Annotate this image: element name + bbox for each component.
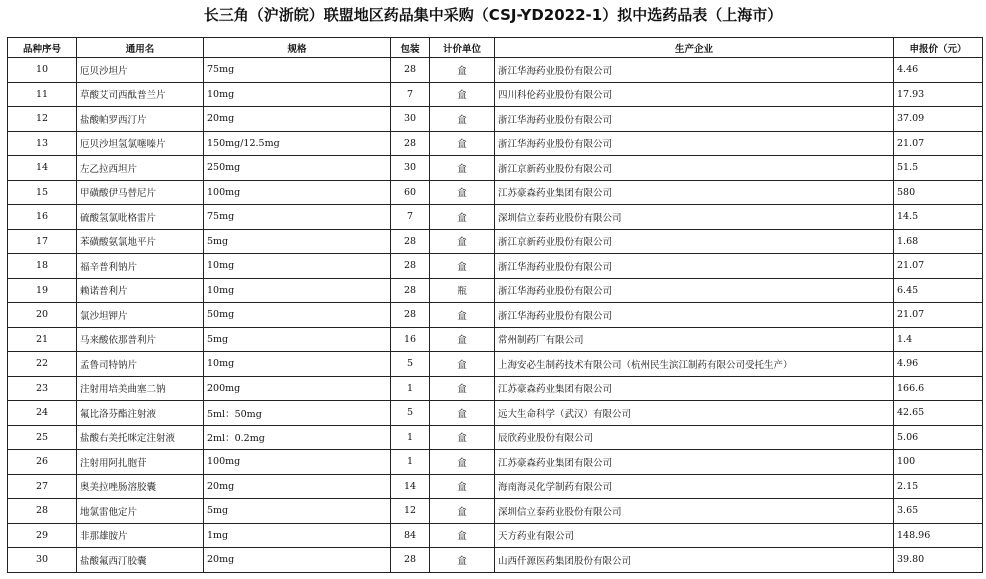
cell-name: 硫酸氢氯吡格雷片 [77, 205, 204, 230]
cell-pack: 30 [391, 156, 430, 181]
table-row [8, 229, 983, 254]
cell-name: 奥美拉唑肠溶胶囊 [77, 474, 204, 499]
cell-unit: 盒 [430, 376, 495, 401]
cell-no: 14 [8, 156, 77, 181]
cell-name: 甲磺酸伊马替尼片 [77, 180, 204, 205]
cell-name: 氯沙坦钾片 [77, 303, 204, 328]
cell-maker: 深圳信立泰药业股份有限公司 [495, 205, 894, 230]
cell-spec: 100mg [204, 450, 391, 475]
table-body [8, 58, 983, 573]
cell-price: 4.96 [894, 352, 983, 377]
cell-unit: 盒 [430, 205, 495, 230]
cell-name: 厄贝沙坦片 [77, 58, 204, 83]
cell-spec: 5mg [204, 499, 391, 524]
cell-unit: 盒 [430, 107, 495, 132]
cell-name: 赖诺普利片 [77, 278, 204, 303]
cell-pack: 7 [391, 82, 430, 107]
cell-price: 14.5 [894, 205, 983, 230]
cell-pack: 28 [391, 58, 430, 83]
cell-maker: 上海安必生制药技术有限公司（杭州民生滨江制药有限公司受托生产） [495, 352, 894, 377]
cell-pack: 5 [391, 352, 430, 377]
cell-pack: 28 [391, 131, 430, 156]
cell-no: 12 [8, 107, 77, 132]
cell-maker: 浙江华海药业股份有限公司 [495, 278, 894, 303]
cell-name: 盐酸右美托咪定注射液 [77, 425, 204, 450]
cell-unit: 盒 [430, 352, 495, 377]
cell-price: 5.06 [894, 425, 983, 450]
cell-name: 厄贝沙坦氢氯噻嗪片 [77, 131, 204, 156]
page-title: 长三角（沪浙皖）联盟地区药品集中采购（CSJ-YD2022-1）拟中选药品表（上海市） [203, 6, 783, 24]
cell-spec: 1mg [204, 523, 391, 548]
cell-no: 20 [8, 303, 77, 328]
cell-name: 氟比洛芬酯注射液 [77, 401, 204, 426]
cell-maker: 浙江华海药业股份有限公司 [495, 303, 894, 328]
cell-name: 注射用阿扎胞苷 [77, 450, 204, 475]
cell-maker: 辰欣药业股份有限公司 [495, 425, 894, 450]
cell-maker: 浙江京新药业股份有限公司 [495, 156, 894, 181]
cell-no: 29 [8, 523, 77, 548]
cell-pack: 28 [391, 278, 430, 303]
cell-price: 580 [894, 180, 983, 205]
header-pack: 包装 [391, 38, 430, 58]
table-row [8, 450, 983, 475]
cell-pack: 28 [391, 254, 430, 279]
cell-maker: 海南海灵化学制药有限公司 [495, 474, 894, 499]
cell-no: 25 [8, 425, 77, 450]
cell-spec: 10mg [204, 254, 391, 279]
cell-unit: 盒 [430, 450, 495, 475]
cell-no: 15 [8, 180, 77, 205]
cell-pack: 5 [391, 401, 430, 426]
cell-unit: 盒 [430, 401, 495, 426]
cell-spec: 2ml：0.2mg [204, 425, 391, 450]
cell-price: 2.15 [894, 474, 983, 499]
cell-no: 21 [8, 327, 77, 352]
cell-name: 地氯雷他定片 [77, 499, 204, 524]
cell-unit: 盒 [430, 180, 495, 205]
table-row [8, 474, 983, 499]
cell-name: 非那雄胺片 [77, 523, 204, 548]
cell-no: 17 [8, 229, 77, 254]
cell-unit: 盒 [430, 474, 495, 499]
cell-spec: 20mg [204, 107, 391, 132]
cell-no: 27 [8, 474, 77, 499]
cell-name: 马来酸依那普利片 [77, 327, 204, 352]
table-row [8, 254, 983, 279]
header-price: 申报价（元） [894, 38, 983, 58]
table-row [8, 327, 983, 352]
table-row [8, 205, 983, 230]
cell-spec: 150mg/12.5mg [204, 131, 391, 156]
cell-maker: 常州制药厂有限公司 [495, 327, 894, 352]
cell-maker: 浙江华海药业股份有限公司 [495, 254, 894, 279]
cell-price: 6.45 [894, 278, 983, 303]
cell-spec: 20mg [204, 474, 391, 499]
cell-spec: 10mg [204, 278, 391, 303]
cell-unit: 盒 [430, 327, 495, 352]
cell-spec: 250mg [204, 156, 391, 181]
cell-price: 148.96 [894, 523, 983, 548]
table-row [8, 376, 983, 401]
header-maker: 生产企业 [495, 38, 894, 58]
cell-maker: 浙江华海药业股份有限公司 [495, 131, 894, 156]
cell-price: 1.4 [894, 327, 983, 352]
cell-unit: 瓶 [430, 278, 495, 303]
cell-pack: 16 [391, 327, 430, 352]
cell-pack: 30 [391, 107, 430, 132]
cell-maker: 远大生命科学（武汉）有限公司 [495, 401, 894, 426]
cell-pack: 1 [391, 376, 430, 401]
cell-price: 4.46 [894, 58, 983, 83]
cell-unit: 盒 [430, 229, 495, 254]
cell-name: 左乙拉西坦片 [77, 156, 204, 181]
cell-no: 19 [8, 278, 77, 303]
cell-price: 21.07 [894, 303, 983, 328]
cell-spec: 5ml：50mg [204, 401, 391, 426]
cell-pack: 1 [391, 450, 430, 475]
table-row [8, 352, 983, 377]
cell-spec: 75mg [204, 58, 391, 83]
cell-spec: 50mg [204, 303, 391, 328]
cell-pack: 84 [391, 523, 430, 548]
table-row [8, 156, 983, 181]
cell-pack: 28 [391, 229, 430, 254]
cell-maker: 浙江华海药业股份有限公司 [495, 58, 894, 83]
table-row [8, 425, 983, 450]
cell-unit: 盒 [430, 58, 495, 83]
cell-spec: 75mg [204, 205, 391, 230]
table-row [8, 548, 983, 573]
cell-spec: 10mg [204, 82, 391, 107]
cell-unit: 盒 [430, 131, 495, 156]
table-row [8, 278, 983, 303]
cell-unit: 盒 [430, 548, 495, 573]
cell-spec: 10mg [204, 352, 391, 377]
cell-unit: 盒 [430, 82, 495, 107]
cell-price: 21.07 [894, 131, 983, 156]
cell-no: 13 [8, 131, 77, 156]
cell-name: 草酸艾司西酞普兰片 [77, 82, 204, 107]
cell-price: 1.68 [894, 229, 983, 254]
cell-price: 37.09 [894, 107, 983, 132]
cell-unit: 盒 [430, 303, 495, 328]
cell-name: 注射用培美曲塞二钠 [77, 376, 204, 401]
cell-price: 100 [894, 450, 983, 475]
cell-unit: 盒 [430, 254, 495, 279]
cell-pack: 28 [391, 303, 430, 328]
cell-pack: 1 [391, 425, 430, 450]
cell-maker: 天方药业有限公司 [495, 523, 894, 548]
cell-price: 166.6 [894, 376, 983, 401]
cell-spec: 5mg [204, 229, 391, 254]
cell-no: 22 [8, 352, 77, 377]
cell-maker: 深圳信立泰药业股份有限公司 [495, 499, 894, 524]
cell-price: 21.07 [894, 254, 983, 279]
cell-name: 盐酸帕罗西汀片 [77, 107, 204, 132]
cell-no: 24 [8, 401, 77, 426]
cell-no: 18 [8, 254, 77, 279]
cell-unit: 盒 [430, 425, 495, 450]
cell-pack: 7 [391, 205, 430, 230]
table-row [8, 303, 983, 328]
cell-no: 11 [8, 82, 77, 107]
cell-no: 16 [8, 205, 77, 230]
cell-name: 苯磺酸氨氯地平片 [77, 229, 204, 254]
cell-price: 51.5 [894, 156, 983, 181]
cell-unit: 盒 [430, 156, 495, 181]
cell-maker: 江苏豪森药业集团有限公司 [495, 450, 894, 475]
header-name: 通用名 [77, 38, 204, 58]
cell-price: 39.80 [894, 548, 983, 573]
cell-price: 17.93 [894, 82, 983, 107]
cell-spec: 20mg [204, 548, 391, 573]
cell-name: 盐酸氟西汀胶囊 [77, 548, 204, 573]
cell-spec: 100mg [204, 180, 391, 205]
cell-pack: 28 [391, 548, 430, 573]
cell-pack: 12 [391, 499, 430, 524]
cell-name: 福辛普利钠片 [77, 254, 204, 279]
cell-no: 23 [8, 376, 77, 401]
table-row [8, 523, 983, 548]
table-row [8, 499, 983, 524]
cell-no: 28 [8, 499, 77, 524]
table-row [8, 401, 983, 426]
drug-table [7, 37, 983, 573]
cell-maker: 浙江华海药业股份有限公司 [495, 107, 894, 132]
table-row [8, 180, 983, 205]
cell-maker: 浙江京新药业股份有限公司 [495, 229, 894, 254]
header-unit: 计价单位 [430, 38, 495, 58]
cell-no: 26 [8, 450, 77, 475]
cell-unit: 盒 [430, 523, 495, 548]
header-spec: 规格 [204, 38, 391, 58]
cell-price: 3.65 [894, 499, 983, 524]
table-row [8, 82, 983, 107]
cell-spec: 200mg [204, 376, 391, 401]
table-row [8, 131, 983, 156]
cell-unit: 盒 [430, 499, 495, 524]
table-header-row [8, 38, 983, 58]
cell-no: 10 [8, 58, 77, 83]
cell-price: 42.65 [894, 401, 983, 426]
cell-maker: 四川科伦药业股份有限公司 [495, 82, 894, 107]
cell-name: 孟鲁司特钠片 [77, 352, 204, 377]
header-no: 品种序号 [8, 38, 77, 58]
table-row [8, 58, 983, 83]
cell-maker: 江苏豪森药业集团有限公司 [495, 376, 894, 401]
cell-maker: 山西仟源医药集团股份有限公司 [495, 548, 894, 573]
cell-pack: 14 [391, 474, 430, 499]
table-row [8, 107, 983, 132]
cell-no: 30 [8, 548, 77, 573]
cell-spec: 5mg [204, 327, 391, 352]
cell-pack: 60 [391, 180, 430, 205]
cell-maker: 江苏豪森药业集团有限公司 [495, 180, 894, 205]
